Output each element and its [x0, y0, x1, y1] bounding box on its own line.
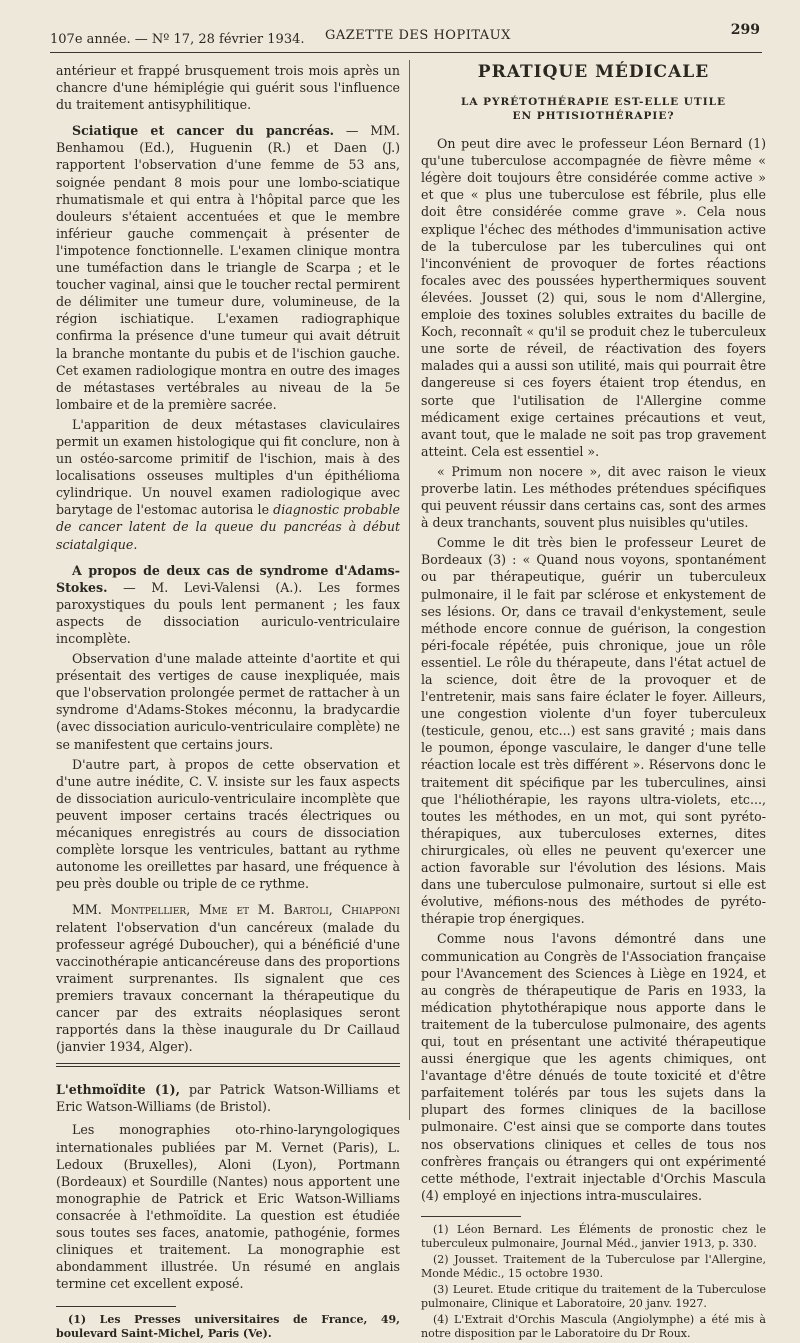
right-column	[421, 62, 766, 1343]
sciatique-text: rapportent l'observation d'une femme de 53 ans, soignée pendant 8 mois pour une lombo-sciatique rhumatismale et qui entra à l'hôpital parce que les douleurs s'étaient accentuées et que le membre inférieur gauche commençait à présenter de l'impotence fonctionnelle. L'examen clinique montra une tuméfaction dans le triangle de Scarpa ; et le toucher vaginal, ainsi que le toucher rectal permirent de délimiter une tumeur dure, volumineuse, de la région ischiatique. L'examen radiographique confirma la présence d'une tumeur qui avait détruit la branche montante du pubis et de l'ischion gauche. Cet examen radiologique montra en outre des images de métastases vertébrales au niveau de la 5e lombaire et de la première sacrée.	[56, 157, 400, 412]
footnote-divider-right	[421, 1216, 521, 1217]
intro-paragraph: antérieur et frappé brusquement trois mois après un chancre d'une hémiplégie qui guérit sous l'influence du traitement antisyphilitique.	[56, 63, 400, 113]
article-paragraph-4: Comme nous l'avons démontré dans une communication au Congrès de l'Association française pour l'Avancement des Sciences à Liège en 1924, et au congrès de thérapeutique de Paris en 1933, la médication phytothérapique nous apporte dans le traitement de la tuberculose pulmonaire, des agents qui, tout en présentant une activité thérapeutique aussi énergique que les agents chimiques, ont l'avantage d'être dénués de toute toxicité et d'être parfaitement tolérés par tous les sujets dans la plupart des formes cliniques de la bacillose pulmonaire. C'est ainsi que se comporte dans toutes nos observations cliniques et celles de tous nos confrères français ou étrangers qui ont expérimenté cette méthode, l'extrait injectable d'Orchis Mascula (4) employé en injections intra-musculaires.	[421, 931, 766, 1203]
adams-stokes-discussion: D'autre part, à propos de cette observation et d'une autre inédite, C. V. insiste sur les faux aspects de dissociation auriculo-ventriculaire incomplète que peuvent imposer certains tracés électriques ou mécaniques enregistrés au cours de dissociation complète lorsque les ventricules, battant au rythme autonome les oreillettes par hasard, une fréquence à peu près double ou triple de ce rythme.	[56, 756, 400, 892]
section-divider	[56, 1063, 400, 1067]
article-paragraph-2: « Primum non nocere », dit avec raison le vieux proverbe latin. Les méthodes prétendues spécifiques qui peuvent réussir dans certains cas, sont des armes à deux tranchants, souvent plus nuisibles qu'utiles.	[421, 463, 766, 531]
vaccinotherapy-paragraph	[56, 901, 400, 1055]
section-title: PRATIQUE MÉDICALE	[477, 62, 710, 82]
book-footnote: (1) Les Presses universitaires de France, 49, boulevard Saint-Michel, Paris (Ve).	[56, 1313, 400, 1341]
book-authors: par Patrick Watson-Williams et Eric Watson-Williams (de Bristol).	[56, 1082, 400, 1115]
sciatique-paragraph	[56, 122, 400, 413]
footnote-2: (2) Jousset. Traitement de la Tuberculose par l'Allergine, Monde Médic., 15 octobre 1930.	[421, 1252, 766, 1280]
article-paragraph-3: Comme le dit très bien le professeur Leuret de Bordeaux (3) : « Quand nous voyons, spontanément ou par thérapeutique, guérir un tuberculeux pulmonaire, il le fait par sclérose et enkystement de ses lésions. Or, dans ce travail d'enkystement, seule méthode encore connue de guérison, la congestion péri-focale répétée, puis chronique, joue un rôle essentiel. Le rôle du thérapeute, dans l'état actuel de la science, doit être de la provoquer et de l'entretenir, mais sans faire éclater le foyer. Ailleurs, une congestion violente d'un foyer tuberculeux (testicule, genou, etc...) est sans gravité ; mais dans le poumon, éponge vasculaire, le danger d'une telle réaction locale est très différent ». Réservons donc le traitement dit spécifique par les tuberculines, ainsi que l'héliothérapie, les rayons ultra-violets, etc..., toutes les méthodes, en un mot, qui sont pyréto-thérapiques, aux tuberculoses externes, dites chirurgicales, où elles ne peuvent qu'exercer une action favorable sur l'évolution des lésions. Mais dans une tuberculose pulmonaire, surtout si elle est évolutive, méfions-nous des méthodes de pyréto-thérapie trop énergiques.	[421, 535, 766, 927]
issue-line: 107e année. — Nº 17, 28 février 1934.	[50, 32, 305, 47]
book-title: L'ethmoïdite (1),	[56, 1082, 181, 1098]
book-review-text: Les monographies oto-rhino-laryngologiques internationales publiées par M. Vernet (Paris), L. Ledoux (Bruxelles), Aloni (Lyon), Portmann (Bordeaux) et Sourdille (Nantes) nous apportent une monographie de Patrick et Eric Watson-Williams consacrée à l'ethmoïdite. La question est étudiée sous toutes ses faces, anatomie, pathogénie, formes cliniques et traitement. La monographie est abondamment illustrée. Un résumé en anglais termine cet excellent exposé.	[56, 1122, 400, 1292]
page-number: 299	[730, 22, 760, 38]
article-paragraph-1: On peut dire avec le professeur Léon Bernard (1) qu'une tuberculose accompagnée de fièvre même « légère doit toujours être considérée comme active » et que « plus une tuberculose est fébrile, plus elle doit être considérée comme grave ». Cela nous explique l'échec des méthodes d'immunisation active de la tuberculose par les tuberculines qui ont l'inconvénient de provoquer de fortes réactions focales avec des poussées hyperthermiques souvent élevées. Jousset (2) qui, sous le nom d'Allergine, emploie des toxines solubles extraites du bacille de Koch, reconnaît « qu'il se produit chez le tuberculeux une sorte de réveil, de réactivation des foyers malades qui a aussi son utilité, mais qui pourrait être dangereuse si ces foyers étaient trop étendus, en sorte que l'utilisation de l'Allergine comme médicament exige certaines précautions et veut, avant tout, que le malade ne soit pas trop gravement atteint. Cela est essentiel ».	[421, 136, 766, 459]
article-title-line-2: EN PHTISIOTHÉRAPIE?	[512, 110, 675, 123]
footnote-divider	[56, 1306, 176, 1307]
column-divider	[409, 60, 410, 1120]
book-review-heading	[56, 1081, 400, 1115]
sciatique-diagnosis: diagnostic probable de cancer latent de la queue du pancréas à début sciatalgique.	[56, 502, 400, 552]
journal-title: GAZETTE DES HOPITAUX	[325, 28, 511, 43]
adams-stokes-authors: — M. Levi-Valensi (A.).	[123, 579, 303, 595]
running-header	[50, 22, 762, 53]
adams-stokes-observation: Observation d'une malade atteinte d'aortite et qui présentait des vertiges de cause inexpliquée, mais que l'observation prolongée permet de rattacher à un syndrome d'Adams-Stokes méconnu, la bradycardie (avec dissociation auriculo-ventriculaire complète) ne se manifestent que certains jours.	[56, 651, 400, 752]
footnote-3: (3) Leuret. Etude critique du traitement de la Tuberculose pulmonaire, Clinique et Laboratoire, 20 janv. 1927.	[421, 1282, 766, 1310]
sciatique-paragraph-2	[56, 416, 400, 553]
vaccinotherapy-authors: MM. Montpellier, Mme et M. Bartoli, Chiapponi	[72, 902, 400, 918]
adams-stokes-text: Les formes paroxystiques du pouls lent permanent ; les faux aspects de dissociation auriculo-ventriculaire incomplète.	[56, 579, 400, 646]
adams-stokes-paragraph	[56, 562, 400, 647]
left-column	[56, 62, 400, 1343]
article-title-line-1: LA PYRÉTOTHÉRAPIE EST-ELLE UTILE	[460, 96, 727, 109]
footnote-1: (1) Léon Bernard. Les Éléments de pronostic chez le tuberculeux pulmonaire, Journal Méd., janvier 1913, p. 330.	[421, 1222, 766, 1250]
sciatique-title: Sciatique et cancer du pancréas.	[72, 123, 335, 139]
adams-stokes-title: A propos de deux cas de syndrome d'Adams-Stokes.	[56, 562, 400, 595]
footnote-4: (4) L'Extrait d'Orchis Mascula (Angiolymphe) a été mis à notre disposition par le Laboratoire du Dr Roux.	[421, 1312, 766, 1340]
article-title	[421, 95, 766, 123]
vaccinotherapy-text: relatent l'observation d'un cancéreux (malade du professeur agrégé Duboucher), qui a bénéficié d'une vaccinothérapie anticancéreuse dans des proportions vraiment surprenantes. Ils signalent que ces premiers travaux concernant la thérapeutique du cancer par des extraits néoplasiques seront rapportés dans la thèse inaugurale du Dr Caillaud (janvier 1934, Alger).	[56, 919, 400, 1055]
sciatique-text-2: L'apparition de deux métastases claviculaires permit un examen histologique qui fit conclure, non à un ostéo-sarcome primitif de l'ischion, mais à des localisations osseuses multiples d'un épithélioma cylindrique. Un nouvel examen radiologique avec barytage de l'estomac autorisa le	[56, 416, 400, 518]
sciatique-authors: — MM. Benhamou (Ed.), Huguenin (R.) et Daen (J.)	[56, 123, 400, 156]
